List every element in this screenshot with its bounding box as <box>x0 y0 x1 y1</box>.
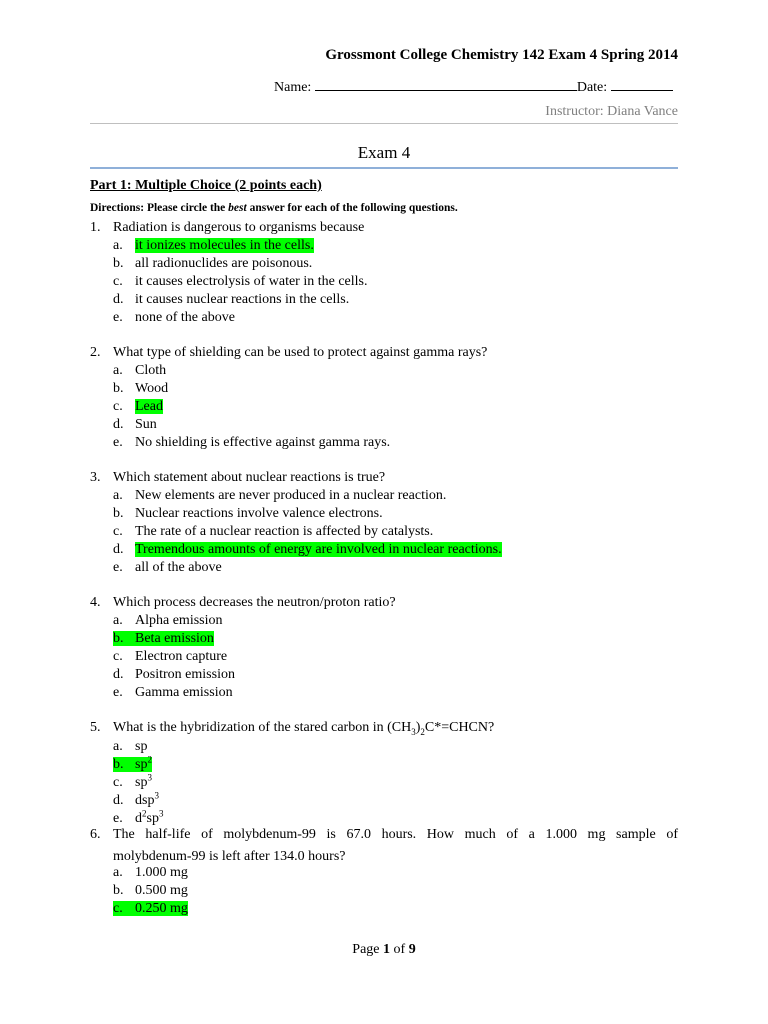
question-3: 3. Which statement about nuclear reactions is true? <box>90 470 386 485</box>
page-number: Page 1 of 9 <box>352 942 416 957</box>
part-heading: Part 1: Multiple Choice (2 points each) <box>90 178 322 193</box>
option-1b[interactable]: b. all radionuclides are poisonous. <box>113 256 313 271</box>
option-5e[interactable]: e. $d^2sp^3$ <box>113 808 164 826</box>
title-divider <box>90 167 678 169</box>
instructor-name: Instructor: Diana Vance <box>545 104 678 119</box>
option-6a[interactable]: a. 1.000 mg <box>113 865 188 880</box>
question-6 <box>90 824 701 868</box>
option-3b[interactable]: b. Nuclear reactions involve valence electrons. <box>113 506 383 521</box>
date-blank[interactable] <box>611 76 673 91</box>
option-5a[interactable]: a. sp <box>113 739 148 754</box>
option-3a[interactable]: a. New elements are never produced in a nuclear reaction. <box>113 488 447 503</box>
exam-title: Exam 4 <box>357 143 411 162</box>
option-2a[interactable]: a. Cloth <box>113 363 167 378</box>
option-2c[interactable]: c. Lead <box>113 399 163 414</box>
name-blank[interactable] <box>315 76 577 91</box>
option-1c[interactable]: c. it causes electrolysis of water in the cells. <box>113 274 368 289</box>
option-4d[interactable]: d. Positron emission <box>113 667 235 682</box>
header-title: Grossmont College Chemistry 142 Exam 4 Spring 2014 <box>325 47 678 63</box>
question-5: 5. What is the hybridization of the stared carbon in $(CH_3)_2C*=CHCN$? <box>90 720 495 737</box>
answer-highlight: Lead <box>135 399 163 414</box>
answer-highlight: it ionizes molecules in the cells. <box>135 238 314 253</box>
question-6-line-1: 6. The half-life of molybdenum-99 is 67.0 hours. How much of a 1.000 mg sample of <box>90 827 678 842</box>
option-1e[interactable]: e. none of the above <box>113 310 235 325</box>
option-5d[interactable]: d. dsp$^3$ <box>113 790 159 808</box>
question-2: 2. What type of shielding can be used to protect against gamma rays? <box>90 345 488 360</box>
option-5c[interactable]: c. $sp^3$ <box>113 772 152 790</box>
date-label: Date: <box>576 80 608 95</box>
option-3e[interactable]: e. all of the above <box>113 560 222 575</box>
option-6b[interactable]: b. 0.500 mg <box>113 883 188 898</box>
option-2b[interactable]: b. Wood <box>113 381 169 396</box>
question-4: 4. Which process decreases the neutron/proton ratio? <box>90 595 396 610</box>
option-3d[interactable]: d. Tremendous amounts of energy are involved in nuclear reactions. <box>113 542 502 557</box>
name-label: Name: <box>274 80 312 95</box>
option-4c[interactable]: c. Electron capture <box>113 649 228 664</box>
option-3c[interactable]: c. The rate of a nuclear reaction is affected by catalysts. <box>113 524 434 539</box>
question-6-line-2: molybdenum-99 is left after 134.0 hours? <box>113 849 346 864</box>
answer-highlight: c. 0.250 mg <box>113 901 188 916</box>
answer-highlight: b. $sp^2$ <box>113 754 152 772</box>
answer-highlight: Tremendous amounts of energy are involved in nuclear reactions. <box>135 542 502 557</box>
name-date-line <box>274 76 673 96</box>
option-2e[interactable]: e. No shielding is effective against gamma rays. <box>113 435 391 450</box>
option-5b[interactable] <box>113 756 152 774</box>
answer-highlight: b. Beta emission <box>113 631 214 646</box>
question-1: 1. Radiation is dangerous to organisms because <box>90 220 365 235</box>
option-1a[interactable]: a. it ionizes molecules in the cells. <box>113 238 314 253</box>
option-4e[interactable]: e. Gamma emission <box>113 685 233 700</box>
header-divider <box>90 123 678 124</box>
option-6c[interactable] <box>113 900 188 918</box>
option-1d[interactable]: d. it causes nuclear reactions in the cells. <box>113 292 350 307</box>
option-4a[interactable]: a. Alpha emission <box>113 613 223 628</box>
directions: Directions: Please circle the best answer for each of the following questions. <box>90 202 458 214</box>
option-2d[interactable]: d. Sun <box>113 417 157 432</box>
option-4b[interactable] <box>113 630 214 648</box>
